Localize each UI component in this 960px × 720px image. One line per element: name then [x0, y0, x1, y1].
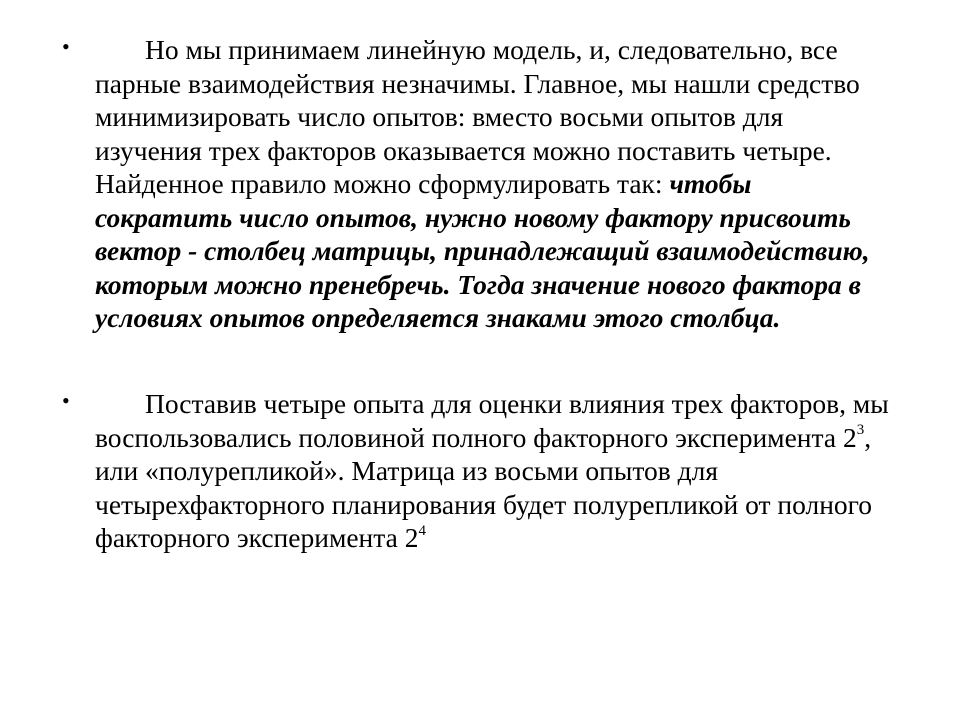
paragraph-text: , или «полурепликой». Матрица из восьми опытов для четырехфакторного планирования будет полурепликой от полного факторного эксперимента 2: [95, 421, 873, 553]
exponent: 4: [418, 522, 426, 539]
bullet-icon: •: [62, 34, 70, 59]
emphasized-rule: чтобы сократить число опытов, нужно новому фактору присвоить вектор - столбец матрицы, принадлежащий взаимодействию, которым можно пренебречь. Тогда значение нового фактора в условиях опытов определяется знаками этого столбца.: [95, 168, 870, 333]
paragraph-half-replica: [95, 387, 895, 555]
paragraph-text: Но мы принимаем линейную модель, и, следовательно, все парные взаимодействия незначимы. Главное, мы нашли средство минимизировать число опытов: вместо восьми опытов для изучения трех факторов оказывается можно поставить четыре. Найденное правило можно сформулировать так:: [95, 34, 860, 199]
paragraph-linear-model: [95, 33, 895, 335]
exponent: 3: [856, 422, 865, 439]
bullet-icon: •: [62, 388, 70, 413]
paragraph-text: Поставив четыре опыта для оценки влияния трех факторов, мы воспользовались половиной полного факторного эксперимента 2: [95, 388, 889, 453]
